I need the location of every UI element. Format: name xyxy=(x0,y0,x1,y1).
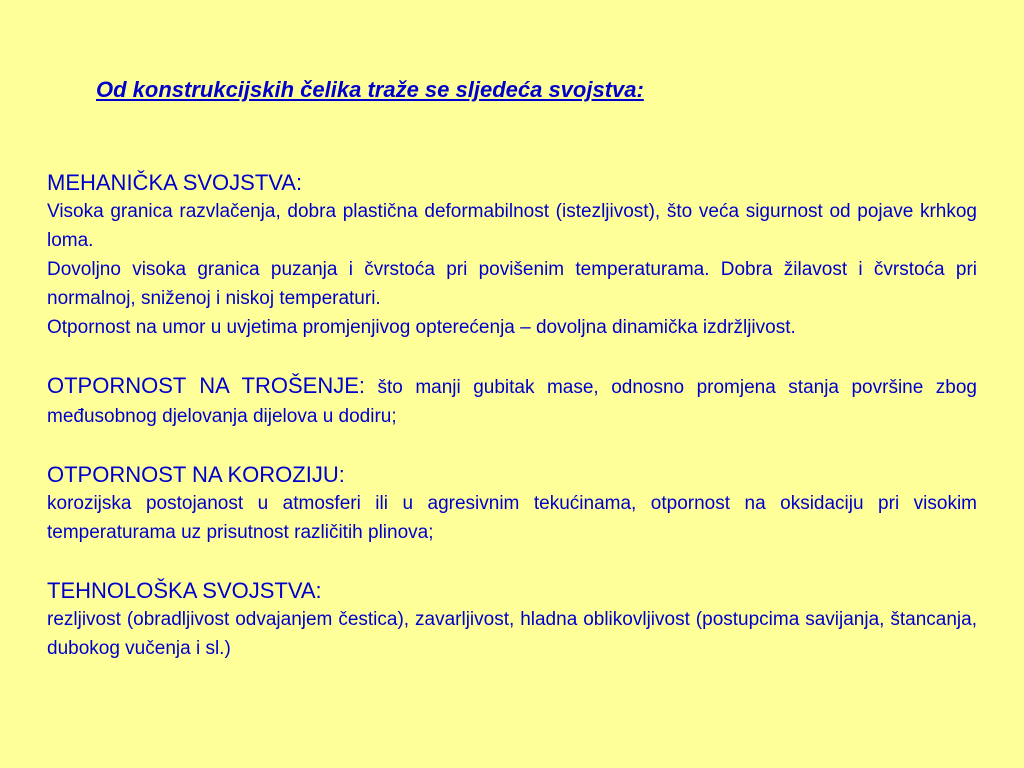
section-heading: OTPORNOST NA TROŠENJE: xyxy=(47,373,365,398)
section-mechanical-properties xyxy=(47,168,977,342)
section-technological-properties xyxy=(47,576,977,663)
section-paragraph: Otpornost na umor u uvjetima promjenjivog opterećenja – dovoljna dinamička izdržljivost. xyxy=(47,317,796,338)
slide-title: Od konstrukcijskih čelika traže se sljedeća svojstva: xyxy=(96,77,644,102)
section-heading: TEHNOLOŠKA SVOJSTVA: xyxy=(47,578,322,603)
slide-content xyxy=(47,168,977,663)
section-paragraph: Dovoljno visoka granica puzanja i čvrstoća pri povišenim temperaturama. Dobra žilavost i čvrstoća pri normalnoj, sniženoj i niskoj temperaturi. xyxy=(47,259,977,309)
section-paragraph: Visoka granica razvlačenja, dobra plastična deformabilnost (istezljivost), što veća sigurnost od pojave krhkog loma. xyxy=(47,201,977,251)
section-corrosion-resistance xyxy=(47,460,977,547)
section-text: što manji gubitak mase, odnosno promjena stanja površine zbog međusobnog djelovanja dijelova u dodiru; xyxy=(47,377,977,427)
section-paragraph: rezljivost (obradljivost odvajanjem čestica), zavarljivost, hladna oblikovljivost (postupcima savijanja, štancanja, dubokog vučenja i sl.) xyxy=(47,609,977,659)
section-heading: MEHANIČKA SVOJSTVA: xyxy=(47,170,303,195)
section-wear-resistance xyxy=(47,371,977,431)
section-heading: OTPORNOST NA KOROZIJU: xyxy=(47,462,345,487)
section-paragraph xyxy=(47,371,977,431)
section-paragraph: korozijska postojanost u atmosferi ili u agresivnim tekućinama, otpornost na oksidaciju pri visokim temperaturama uz prisutnost različitih plinova; xyxy=(47,493,977,543)
